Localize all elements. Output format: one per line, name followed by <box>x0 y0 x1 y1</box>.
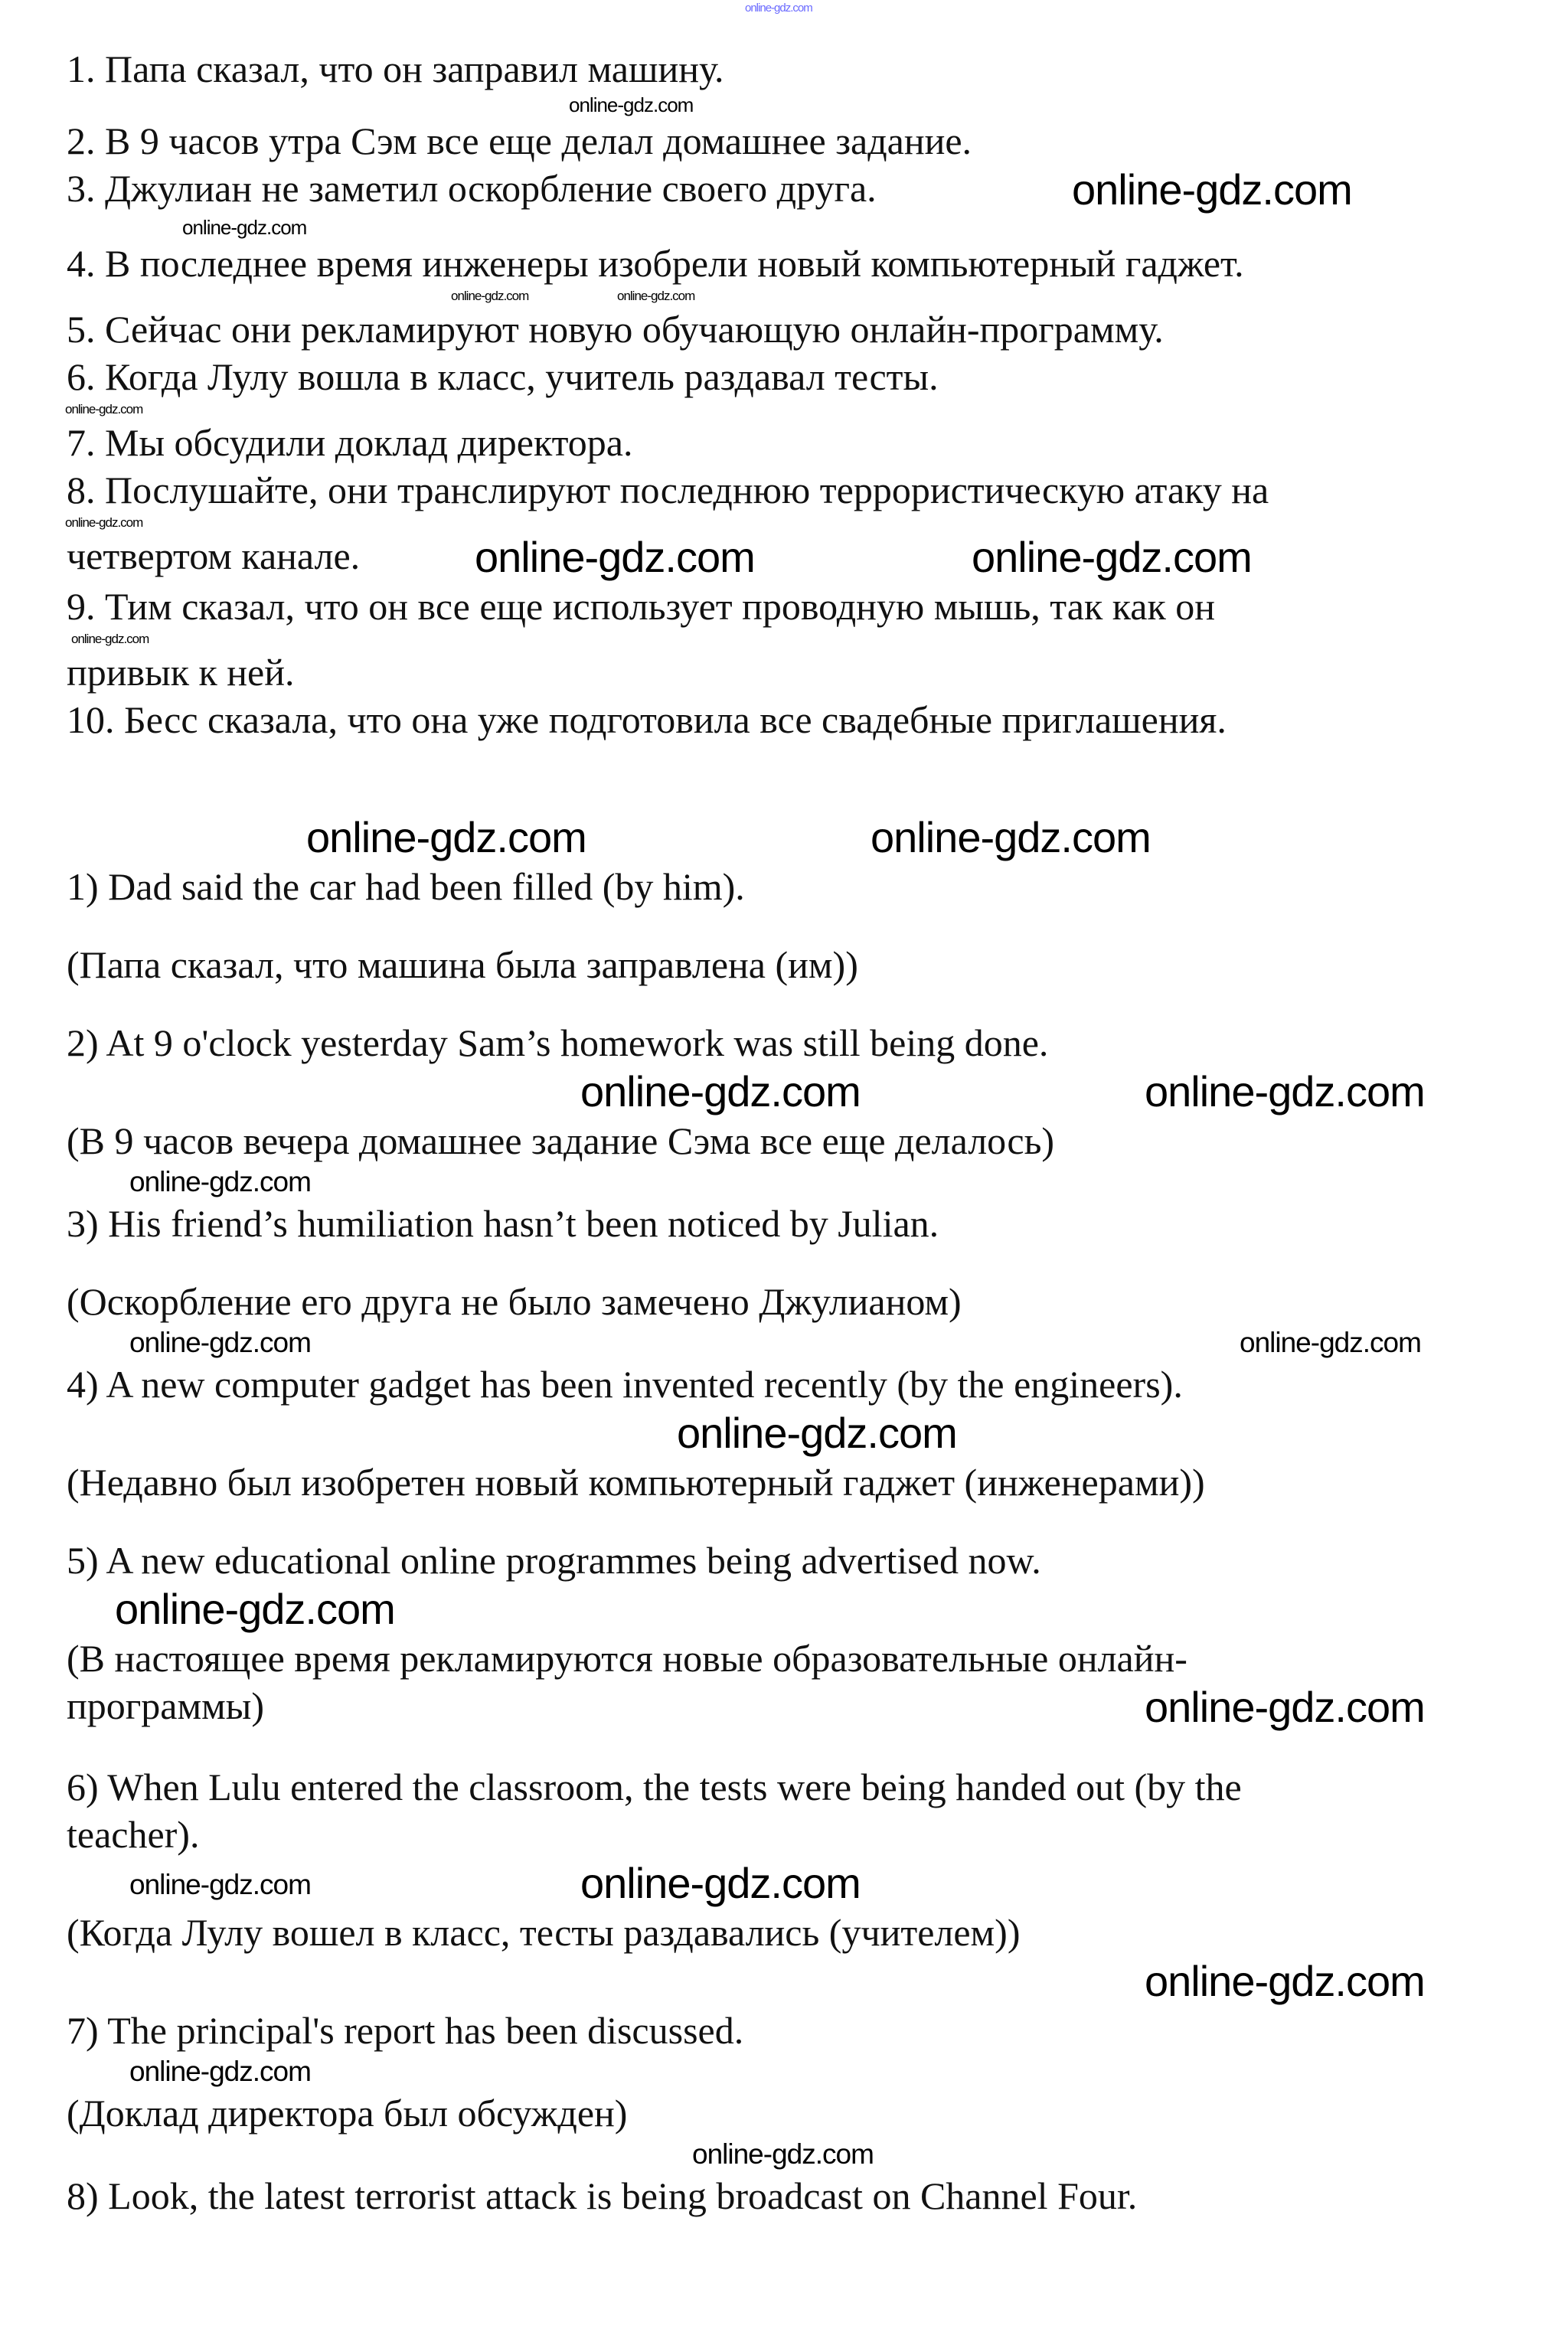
answer-line: 8) Look, the latest terrorist attack is being broadcast on Channel Four. <box>67 2174 1138 2217</box>
row <box>0 306 1568 354</box>
watermark-row <box>0 1067 1568 1118</box>
answer-line: (В настоящее время рекламируются новые образовательные онлайн- <box>67 1637 1187 1680</box>
answer-line: (Оскорбление его друга не было замечено Джулианом) <box>67 1280 962 1323</box>
watermark: online-gdz.com <box>677 1409 957 1457</box>
row <box>0 1683 1568 1733</box>
row <box>0 1118 1568 1165</box>
russian-sentence: 2. В 9 часов утра Сэм все еще делал домашнее задание. <box>67 119 972 162</box>
answer-line: teacher). <box>67 1813 200 1856</box>
watermark-row <box>0 1409 1568 1459</box>
watermark-row <box>0 288 1568 306</box>
watermark-row <box>0 1326 1568 1361</box>
answer-line: 3) His friend’s humiliation hasn’t been noticed by Julian. <box>67 1202 939 1245</box>
russian-sentence: привык к ней. <box>67 651 295 694</box>
answer-line: (Недавно был изобретен новый компьютерный гаджет (инженерами)) <box>67 1461 1205 1504</box>
row <box>0 1279 1568 1326</box>
gap <box>0 1507 1568 1537</box>
row <box>0 1459 1568 1507</box>
row <box>0 118 1568 165</box>
answer-line: 2) At 9 o'clock yesterday Sam’s homework was still being done. <box>67 1021 1049 1064</box>
watermark: online-gdz.com <box>115 1585 395 1633</box>
watermark-row <box>0 514 1568 533</box>
row <box>0 2173 1568 2220</box>
gap <box>0 1248 1568 1279</box>
watermark: online-gdz.com <box>692 2138 874 2170</box>
russian-sentence: 9. Тим сказал, что он все еще использует проводную мышь, так как он <box>67 585 1216 628</box>
watermark: online-gdz.com <box>475 533 755 581</box>
row <box>0 420 1568 467</box>
watermark: online-gdz.com <box>1145 1067 1425 1115</box>
answer-line: (В 9 часов вечера домашнее задание Сэма все еще делалось) <box>67 1119 1055 1162</box>
russian-sentence: 10. Бесс сказала, что она уже подготовила все свадебные приглашения. <box>67 698 1227 741</box>
answer-line: 1) Dad said the car had been filled (by him). <box>67 865 745 908</box>
watermark: online-gdz.com <box>306 813 586 861</box>
answer-line: (Папа сказал, что машина была заправлена (им)) <box>67 943 858 986</box>
russian-sentence: четвертом канале. <box>67 534 361 577</box>
row <box>0 1909 1568 1957</box>
russian-sentence: 7. Мы обсудили доклад директора. <box>67 421 633 464</box>
row <box>0 240 1568 288</box>
row <box>0 942 1568 989</box>
answer-line: программы) <box>67 1684 264 1727</box>
watermark: online-gdz.com <box>1145 1683 1425 1731</box>
watermark: online-gdz.com <box>451 289 529 303</box>
russian-sentence: 5. Сейчас они рекламируют новую обучающую онлайн-программу. <box>67 308 1164 351</box>
russian-sentence: 1. Папа сказал, что он заправил машину. <box>67 47 724 90</box>
watermark-row <box>0 631 1568 649</box>
watermark: online-gdz.com <box>65 515 143 530</box>
row <box>0 1635 1568 1683</box>
row <box>0 1020 1568 1067</box>
row <box>0 46 1568 93</box>
watermark-row <box>0 401 1568 420</box>
row <box>0 1811 1568 1859</box>
answer-line: 4) A new computer gadget has been invented recently (by the engineers). <box>67 1363 1183 1406</box>
watermark-row <box>0 2055 1568 2090</box>
watermark: online-gdz.com <box>129 2056 311 2087</box>
russian-sentence: 4. В последнее время инженеры изобрели новый компьютерный гаджет. <box>67 242 1244 285</box>
row <box>0 165 1568 216</box>
watermark-row <box>0 813 1568 864</box>
watermark-row <box>0 1585 1568 1635</box>
row <box>0 1537 1568 1585</box>
answer-line: (Когда Лулу вошел в класс, тесты раздавались (учителем)) <box>67 1911 1021 1954</box>
row <box>0 354 1568 401</box>
watermark-row <box>0 1957 1568 2007</box>
row <box>0 697 1568 744</box>
watermark-row <box>0 1165 1568 1200</box>
watermark: online-gdz.com <box>129 1327 311 1358</box>
gap <box>0 911 1568 942</box>
row <box>0 583 1568 631</box>
row <box>0 1764 1568 1811</box>
row <box>0 2090 1568 2138</box>
watermark-row <box>0 216 1568 240</box>
row <box>0 2007 1568 2055</box>
watermark: online-gdz.com <box>129 1869 311 1900</box>
row <box>0 864 1568 911</box>
watermark: online-gdz.com <box>1145 1957 1425 2005</box>
row <box>0 1200 1568 1248</box>
watermark: online-gdz.com <box>182 216 307 239</box>
watermark: online-gdz.com <box>1240 1327 1421 1358</box>
row <box>0 1361 1568 1409</box>
watermark: online-gdz.com <box>569 93 694 116</box>
row <box>0 467 1568 514</box>
answer-line: 7) The principal's report has been discussed. <box>67 2009 744 2052</box>
watermark-row <box>0 2138 1568 2173</box>
russian-sentence: 3. Джулиан не заметил оскорбление своего друга. <box>67 167 877 210</box>
watermark: online-gdz.com <box>871 813 1151 861</box>
watermark: online-gdz.com <box>580 1859 861 1907</box>
answer-line: (Доклад директора был обсужден) <box>67 2092 628 2135</box>
gap <box>0 1733 1568 1764</box>
watermark: online-gdz.com <box>129 1166 311 1197</box>
row <box>0 649 1568 697</box>
row <box>0 533 1568 583</box>
gap <box>0 989 1568 1020</box>
watermark: online-gdz.com <box>617 289 695 303</box>
russian-sentence: 6. Когда Лулу вошла в класс, учитель раздавал тесты. <box>67 355 939 398</box>
watermark: online-gdz.com <box>745 2 812 15</box>
watermark-row <box>0 93 1568 118</box>
russian-sentence: 8. Послушайте, они транслируют последнюю террористическую атаку на <box>67 469 1269 511</box>
page-content <box>0 46 1568 2220</box>
answer-line: 6) When Lulu entered the classroom, the tests were being handed out (by the <box>67 1765 1242 1808</box>
watermark: online-gdz.com <box>580 1067 861 1115</box>
watermark: online-gdz.com <box>71 632 149 646</box>
watermark-row <box>0 1859 1568 1909</box>
answer-line: 5) A new educational online programmes being advertised now. <box>67 1539 1041 1582</box>
section-gap <box>0 744 1568 813</box>
watermark: online-gdz.com <box>65 402 143 416</box>
watermark: online-gdz.com <box>1072 165 1352 214</box>
watermark: online-gdz.com <box>972 533 1252 581</box>
